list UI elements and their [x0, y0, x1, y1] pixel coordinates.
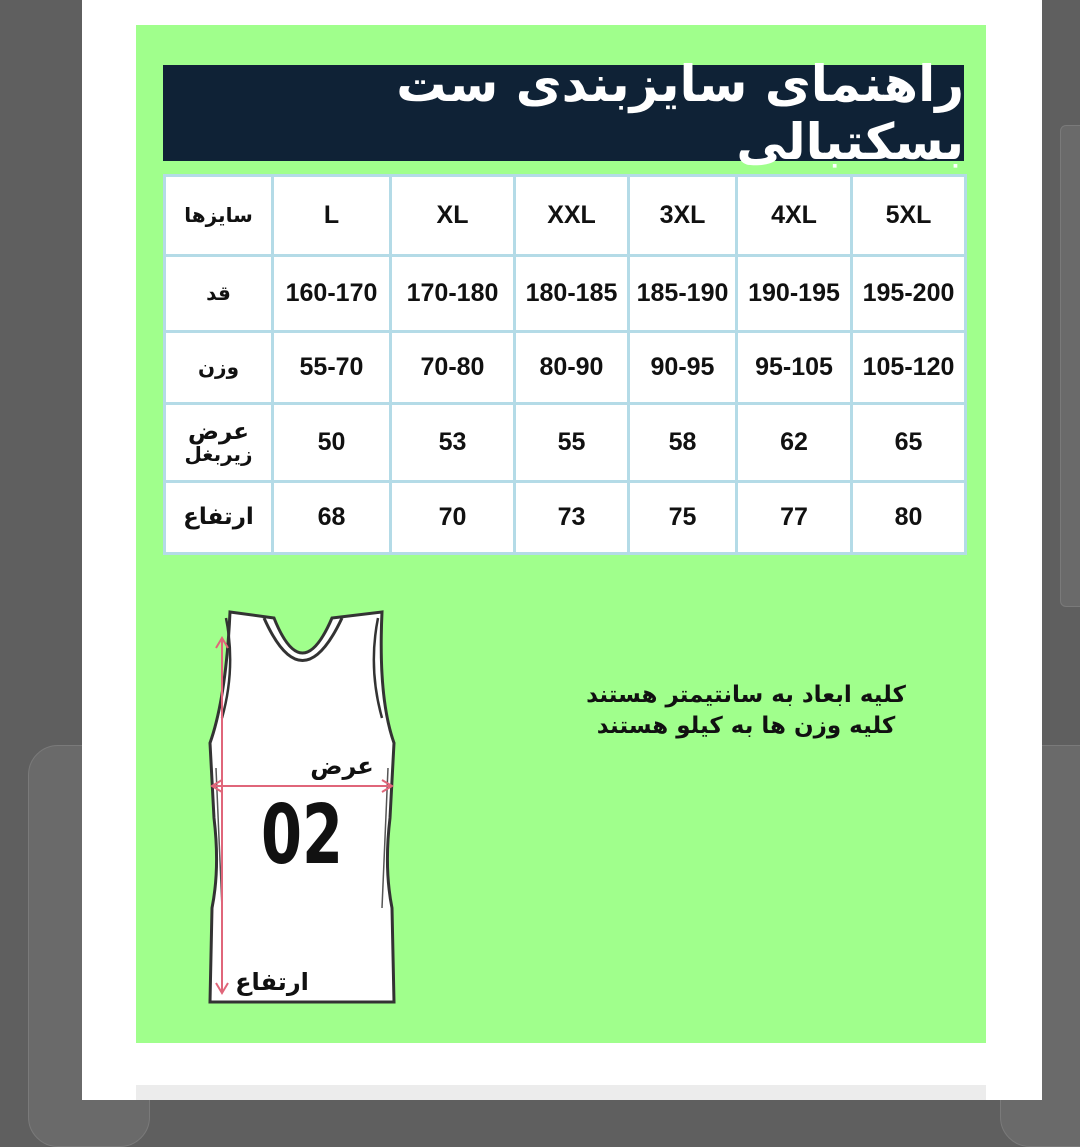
size-header-cell: 4XL	[737, 176, 852, 256]
size-table	[163, 174, 967, 555]
table-cell: 190-195	[737, 256, 852, 332]
size-guide-image	[136, 25, 986, 1043]
jersey-drawing	[202, 608, 402, 1008]
measurement-notes	[546, 680, 946, 742]
table-cell: 53	[391, 404, 515, 482]
note-weights: کلیه وزن ها به کیلو هستند	[596, 713, 896, 739]
table-cell: 58	[629, 404, 737, 482]
image-viewer-page	[82, 0, 1042, 1100]
row-label-width-line2: زیربغل	[184, 442, 253, 467]
size-header-cell: XL	[391, 176, 515, 256]
size-header-cell: XXL	[515, 176, 629, 256]
table-cell: 170-180	[391, 256, 515, 332]
table-cell: 95-105	[737, 332, 852, 404]
table-cell: 73	[515, 482, 629, 554]
background-card-top-right	[1060, 125, 1080, 607]
row-label-length-text: ارتفاع	[183, 504, 254, 531]
table-cell: 80	[852, 482, 966, 554]
table-cell: 65	[852, 404, 966, 482]
table-cell: 70-80	[391, 332, 515, 404]
jersey-illustration	[202, 608, 402, 1008]
size-header-cell: 3XL	[629, 176, 737, 256]
table-cell: 105-120	[852, 332, 966, 404]
table-cell: 80-90	[515, 332, 629, 404]
table-cell: 55	[515, 404, 629, 482]
header-label-cell: سایزها	[165, 176, 273, 256]
table-cell: 70	[391, 482, 515, 554]
row-label-length	[165, 482, 273, 554]
size-header-cell: L	[273, 176, 391, 256]
table-row-weight	[165, 332, 966, 404]
table-cell: 160-170	[273, 256, 391, 332]
row-label-height: قد	[165, 256, 273, 332]
table-cell: 77	[737, 482, 852, 554]
next-content-strip	[136, 1085, 986, 1100]
size-header-cell: 5XL	[852, 176, 966, 256]
row-label-width-line1: عرض	[188, 418, 249, 445]
jersey-height-label: ارتفاع	[235, 968, 309, 996]
jersey-number: 02	[261, 788, 343, 883]
table-cell: 185-190	[629, 256, 737, 332]
row-label-chest-width	[165, 404, 273, 482]
table-row-chest-width	[165, 404, 966, 482]
table-row-height	[165, 256, 966, 332]
table-cell: 75	[629, 482, 737, 554]
table-header-row	[165, 176, 966, 256]
size-guide-title: راهنمای سایزبندی ست بسکتبالی	[163, 65, 964, 161]
table-row-length	[165, 482, 966, 554]
table-cell: 55-70	[273, 332, 391, 404]
note-dimensions: کلیه ابعاد به سانتیمتر هستند	[586, 682, 906, 708]
table-cell: 90-95	[629, 332, 737, 404]
table-cell: 195-200	[852, 256, 966, 332]
table-cell: 180-185	[515, 256, 629, 332]
table-cell: 50	[273, 404, 391, 482]
table-cell: 62	[737, 404, 852, 482]
jersey-width-label: عرض	[310, 752, 374, 780]
table-cell: 68	[273, 482, 391, 554]
row-label-weight: وزن	[165, 332, 273, 404]
